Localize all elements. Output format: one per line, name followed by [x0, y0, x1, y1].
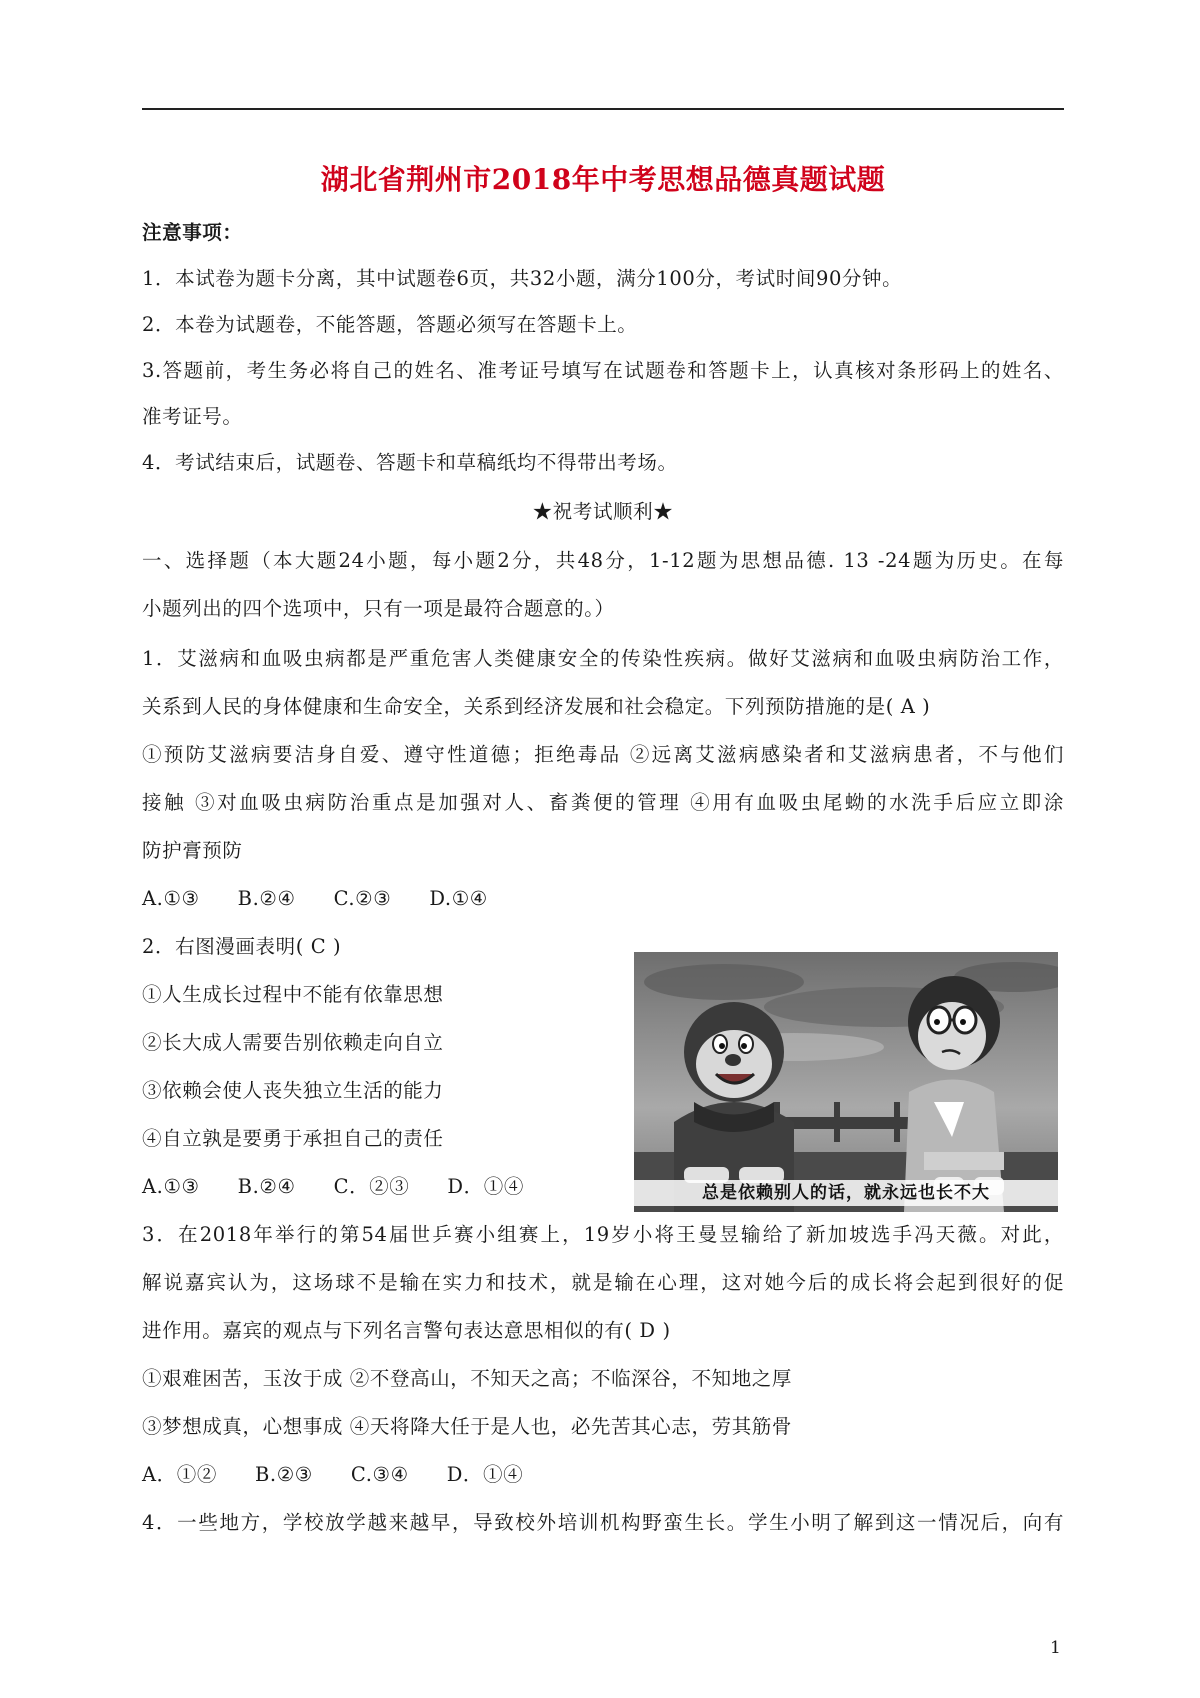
comic-image	[634, 952, 1058, 1212]
notice-item-3-line-2: 准考证号。	[142, 405, 243, 428]
q2-option-a: A.①③	[142, 1175, 200, 1198]
q2-options	[142, 1175, 524, 1199]
q3-line-2: 解说嘉宾认为，这场球不是输在实力和技术，就是输在心理，这对她今后的成长将会起到很好的促	[142, 1271, 1064, 1294]
q1-line-2: 关系到人民的身体健康和生命安全，关系到经济发展和社会稳定。下列预防措施的是( A )	[142, 695, 931, 718]
q1-option-a: A.①③	[142, 887, 200, 910]
q1-line-3: ①预防艾滋病要洁身自爱、遵守性道德；拒绝毒品 ②远离艾滋病感染者和艾滋病患者，不与他们	[142, 743, 1064, 766]
q1-options	[142, 887, 488, 911]
q3-option-d: D．①④	[446, 1463, 524, 1486]
q3-option-b: B.②③	[254, 1463, 313, 1486]
notice-item-1: 1．本试卷为题卡分离，其中试题卷6页，共32小题，满分100分，考试时间90分钟。	[142, 267, 903, 290]
notice-heading: 注意事项：	[142, 221, 243, 244]
q4-line-1: 4．一些地方，学校放学越来越早，导致校外培训机构野蛮生长。学生小明了解到这一情况后，向有	[142, 1511, 1064, 1534]
q2-option-d: D．①④	[447, 1175, 524, 1198]
q2-item-3: ③依赖会使人丧失独立生活的能力	[142, 1079, 444, 1102]
q2-option-c: C．②③	[333, 1175, 410, 1198]
section-1-line-1: 一、选择题（本大题24小题，每小题2分，共48分，1-12题为思想品德. 13 -24题为历史。在每	[142, 549, 1064, 572]
comic-caption: 总是依赖别人的话，就永远也长不大	[634, 1180, 1058, 1206]
q2-item-1: ①人生成长过程中不能有依靠思想	[142, 983, 444, 1006]
q1-option-d: D.①④	[429, 887, 488, 910]
q3-line-3: 进作用。嘉宾的观点与下列名言警句表达意思相似的有( D )	[142, 1319, 671, 1342]
header-rule	[142, 108, 1064, 110]
notice-item-2: 2．本卷为试题卷，不能答题，答题必须写在答题卡上。	[142, 313, 638, 336]
section-1-line-2: 小题列出的四个选项中，只有一项是最符合题意的。）	[142, 597, 615, 620]
q3-line-4: ①艰难困苦，玉汝于成 ②不登高山，不知天之高；不临深谷，不知地之厚	[142, 1367, 792, 1390]
q1-line-5: 防护膏预防	[142, 839, 243, 862]
q2-item-4: ④自立孰是要勇于承担自己的责任	[142, 1127, 444, 1150]
q1-option-c: C.②③	[333, 887, 392, 910]
comic-drawing	[634, 952, 1058, 1212]
q3-option-a: A．①②	[142, 1463, 217, 1486]
q3-option-c: C.③④	[350, 1463, 409, 1486]
page-number: 1	[1050, 1638, 1061, 1658]
page-title: 湖北省荆州市2018年中考思想品德真题试题	[320, 163, 886, 196]
exam-wish: ★祝考试顺利★	[532, 500, 674, 523]
q2-item-2: ②长大成人需要告别依赖走向自立	[142, 1031, 444, 1054]
notice-item-4: 4．考试结束后，试题卷、答题卡和草稿纸均不得带出考场。	[142, 451, 678, 474]
q1-line-1: 1．艾滋病和血吸虫病都是严重危害人类健康安全的传染性疾病。做好艾滋病和血吸虫病防治工作，	[142, 647, 1064, 670]
q1-line-4: 接触 ③对血吸虫病防治重点是加强对人、畜粪便的管理 ④用有血吸虫尾蚴的水洗手后应立即涂	[142, 791, 1064, 814]
q2-option-b: B.②④	[237, 1175, 296, 1198]
q3-line-5: ③梦想成真，心想事成 ④天将降大任于是人也，必先苦其心志，劳其筋骨	[142, 1415, 792, 1438]
q2-stem: 2．右图漫画表明( C )	[142, 935, 342, 958]
q3-line-1: 3．在2018年举行的第54届世乒赛小组赛上，19岁小将王曼昱输给了新加坡选手冯天薇。对此，	[142, 1223, 1064, 1246]
q1-option-b: B.②④	[237, 887, 296, 910]
q3-options	[142, 1463, 523, 1487]
notice-item-3-line-1: 3.答题前，考生务必将自己的姓名、准考证号填写在试题卷和答题卡上，认真核对条形码上的姓名、	[142, 359, 1064, 382]
